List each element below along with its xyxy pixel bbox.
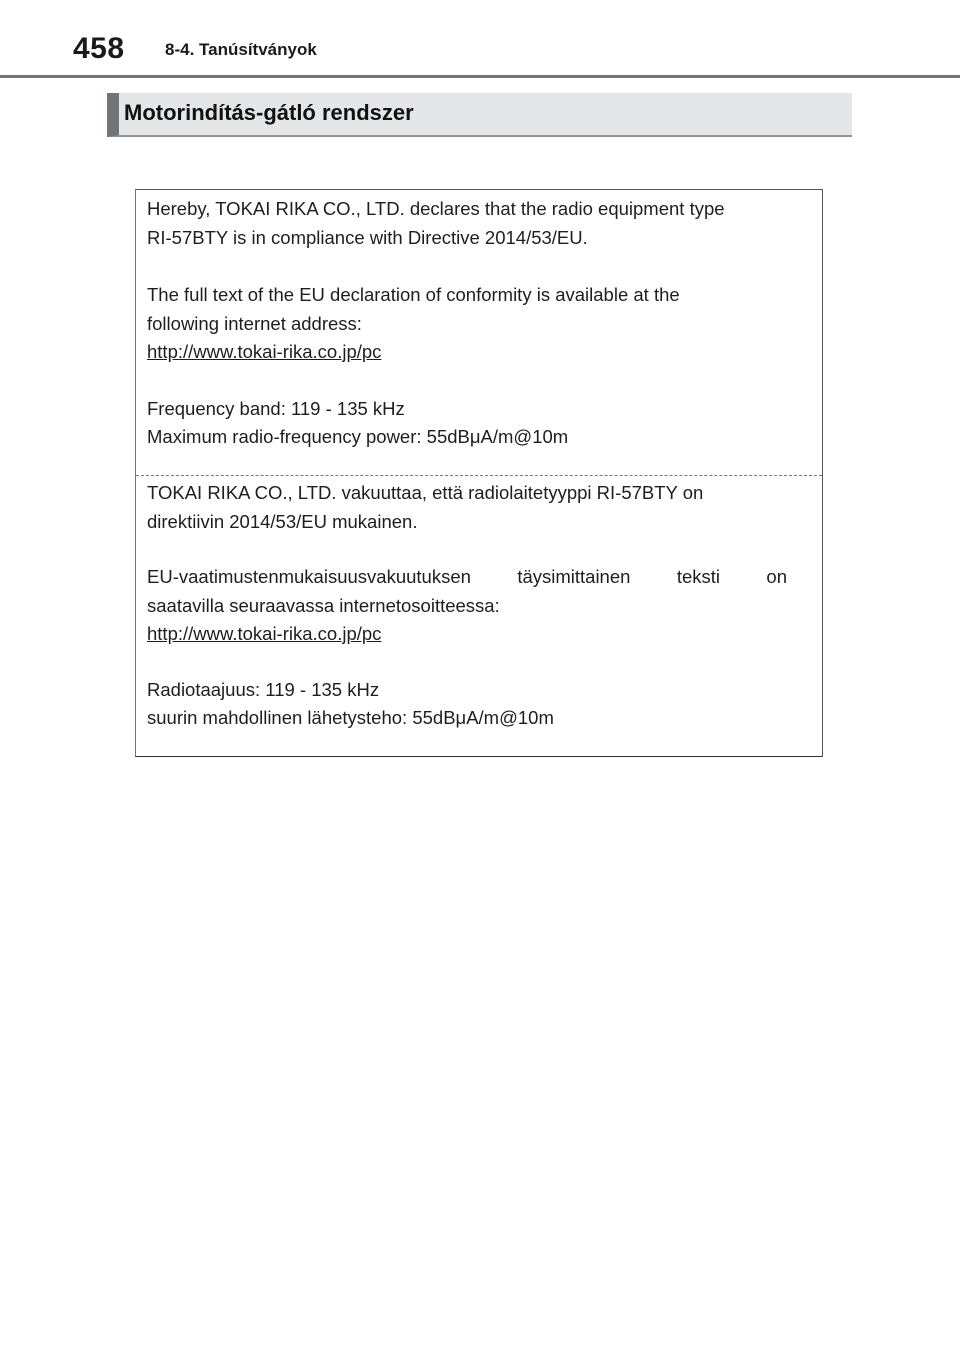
declaration-fi-line-2: direktiivin 2014/53/EU mukainen. [147, 511, 418, 532]
declaration-en-frequency: Frequency band: 119 - 135 kHz [147, 398, 405, 419]
declaration-fi-frequency: Radiotaajuus: 119 - 135 kHz [147, 679, 380, 700]
page-header [0, 0, 960, 80]
declaration-fi-link[interactable]: http://www.tokai-rika.co.jp/pc [147, 623, 382, 644]
declaration-fi-power: suurin mahdollinen lähetysteho: 55dBμA/m@10m [147, 707, 554, 728]
declaration-box [135, 189, 823, 757]
declaration-en-power: Maximum radio-frequency power: 55dBμA/m@10m [147, 426, 569, 447]
section-title: Motorindítás-gátló rendszer [124, 100, 414, 125]
declaration-en-line-3: The full text of the EU declaration of conformity is available at the [147, 284, 680, 305]
header-divider [0, 75, 960, 78]
declaration-en-line-4: following internet address: [147, 313, 362, 334]
declaration-divider [136, 475, 822, 476]
declaration-en-link[interactable]: http://www.tokai-rika.co.jp/pc [147, 341, 382, 362]
declaration-fi-line-3: EU-vaatimustenmukaisuusvakuutuksen täysimittainen teksti on [147, 566, 787, 587]
page-number: 458 [73, 32, 125, 65]
chapter-title: 8-4. Tanúsítványok [165, 40, 317, 59]
declaration-en-line-2: RI-57BTY is in compliance with Directive 2014/53/EU. [147, 227, 588, 248]
declaration-fi-line-1: TOKAI RIKA CO., LTD. vakuuttaa, että radiolaitetyyppi RI-57BTY on [147, 482, 704, 503]
declaration-fi-line-4: saatavilla seuraavassa internetosoitteessa: [147, 595, 500, 616]
declaration-en-line-1: Hereby, TOKAI RIKA CO., LTD. declares that the radio equipment type [147, 198, 725, 219]
